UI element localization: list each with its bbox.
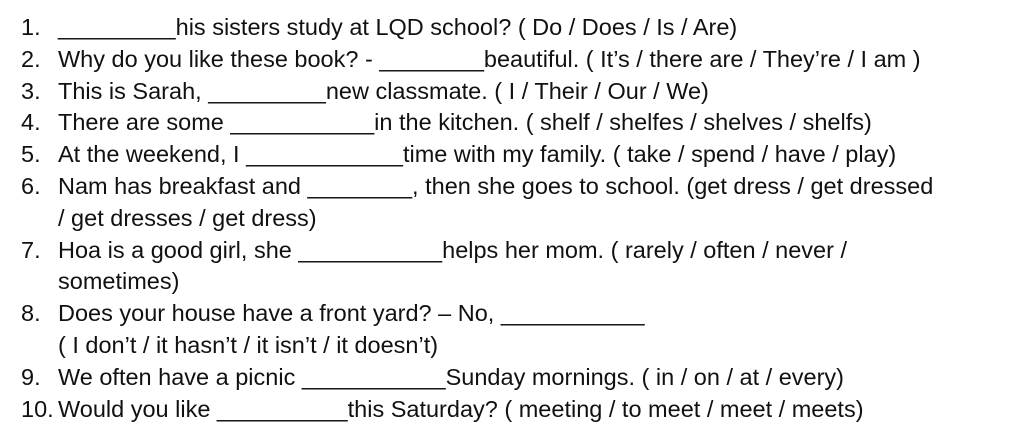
question-number: 1. (21, 14, 41, 40)
question-text-line: _________his sisters study at LQD school? ( Do / Does / Is / Are) (58, 14, 738, 40)
question-text (58, 394, 864, 426)
exercise-worksheet (0, 12, 1024, 425)
question-text (58, 139, 896, 171)
question-text-line: Hoa is a good girl, she ___________helps her mom. ( rarely / often / never / (58, 236, 848, 263)
question-6-continuation (0, 203, 1024, 235)
question-text-line: Does your house have a front yard? – No, ___________ (58, 300, 645, 327)
question-1 (0, 12, 1024, 44)
question-6 (0, 171, 1024, 203)
question-text (58, 107, 872, 139)
question-text (58, 330, 438, 362)
question-number: 9. (21, 363, 41, 390)
question-text-line: At the weekend, I ____________time with my family. ( take / spend / have / play) (58, 141, 897, 168)
question-text (58, 266, 179, 298)
question-7 (0, 235, 1024, 267)
question-8-continuation (0, 330, 1024, 362)
question-text (58, 235, 847, 267)
question-text-line: / get dresses / get dress) (58, 204, 317, 231)
question-text-line: We often have a picnic ___________Sunday mornings. ( in / on / at / every) (58, 363, 844, 390)
question-number: 3. (21, 77, 41, 104)
question-text-line: There are some ___________in the kitchen. ( shelf / shelfes / shelves / shelfs) (58, 109, 872, 136)
question-text (58, 76, 709, 108)
question-text (58, 44, 921, 76)
question-text-line: Nam has breakfast and ________, then she goes to school. (get dress / get dressed (58, 172, 934, 199)
question-10 (0, 394, 1024, 426)
question-text-line: Why do you like these book? - ________beautiful. ( It’s / there are / They’re / I am ) (58, 45, 921, 72)
question-9 (0, 362, 1024, 394)
question-text-line: This is Sarah, _________new classmate. ( I / Their / Our / We) (58, 77, 709, 104)
question-4 (0, 107, 1024, 139)
question-text (58, 12, 737, 44)
question-text (58, 362, 844, 394)
question-text-line: Would you like __________this Saturday? ( meeting / to meet / meet / meets) (58, 395, 864, 422)
question-number: 2. (21, 45, 41, 72)
question-number: 4. (21, 109, 41, 136)
question-5 (0, 139, 1024, 171)
question-number: 10. (21, 395, 54, 422)
question-text-line: sometimes) (58, 268, 180, 295)
question-2 (0, 44, 1024, 76)
question-number: 8. (21, 300, 41, 327)
question-7-continuation (0, 266, 1024, 298)
question-number: 6. (21, 172, 41, 199)
question-8 (0, 298, 1024, 330)
question-text (58, 171, 933, 203)
question-text-line: ( I don’t / it hasn’t / it isn’t / it doesn’t) (58, 331, 439, 358)
question-number: 5. (21, 141, 41, 168)
question-text (58, 203, 317, 235)
question-text (58, 298, 645, 330)
question-3 (0, 76, 1024, 108)
question-number: 7. (21, 236, 41, 263)
